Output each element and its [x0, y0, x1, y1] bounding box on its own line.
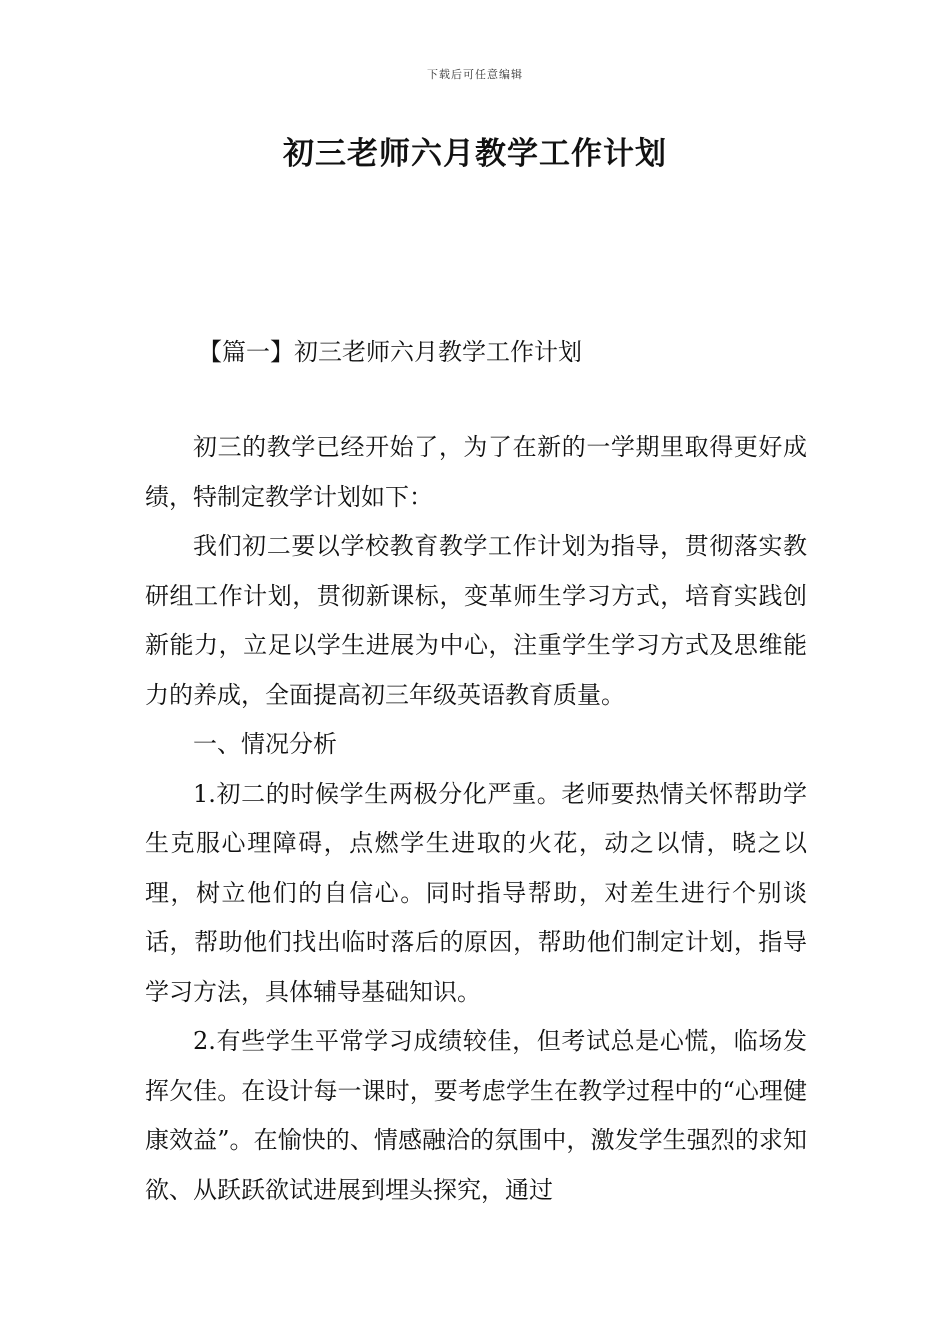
paragraph-guideline: 我们初二要以学校教育教学工作计划为指导，贯彻落实教研组工作计划，贯彻新课标，变革师生学习方式，培育实践创新能力，立足以学生进展为中心，注重学生学习方式及思维能力的养成，全面提高初三年级英语教育质量。 [145, 532, 807, 709]
paragraph-intro: 初三的教学已经开始了，为了在新的一学期里取得更好成绩，特制定教学计划如下： [145, 433, 807, 511]
subheading-situation-analysis: 一、情况分析 [193, 730, 337, 758]
paragraph-point-1: 1.初二的时候学生两极分化严重。老师要热情关怀帮助学生克服心理障碍，点燃学生进取的火花，动之以情，晓之以理，树立他们的自信心。同时指导帮助，对差生进行个别谈话，帮助他们找出临时落后的原因，帮助他们制定计划，指导学习方法，具体辅导基础知识。 [145, 779, 807, 1006]
section-heading: 【篇一】初三老师六月教学工作计划 [198, 338, 582, 366]
document-title: 初三老师六月教学工作计划 [283, 136, 667, 172]
document-body [145, 423, 807, 1215]
page-header-note: 下载后可任意编辑 [427, 68, 523, 81]
paragraph-point-2: 2.有些学生平常学习成绩较佳，但考试总是心慌，临场发挥欠佳。在设计每一课时，要考虑学生在教学过程中的“心理健康效益”。在愉快的、情感融洽的氛围中，激发学生强烈的求知欲、从跃跃欲试进展到埋头探究，通过 [145, 1027, 807, 1204]
